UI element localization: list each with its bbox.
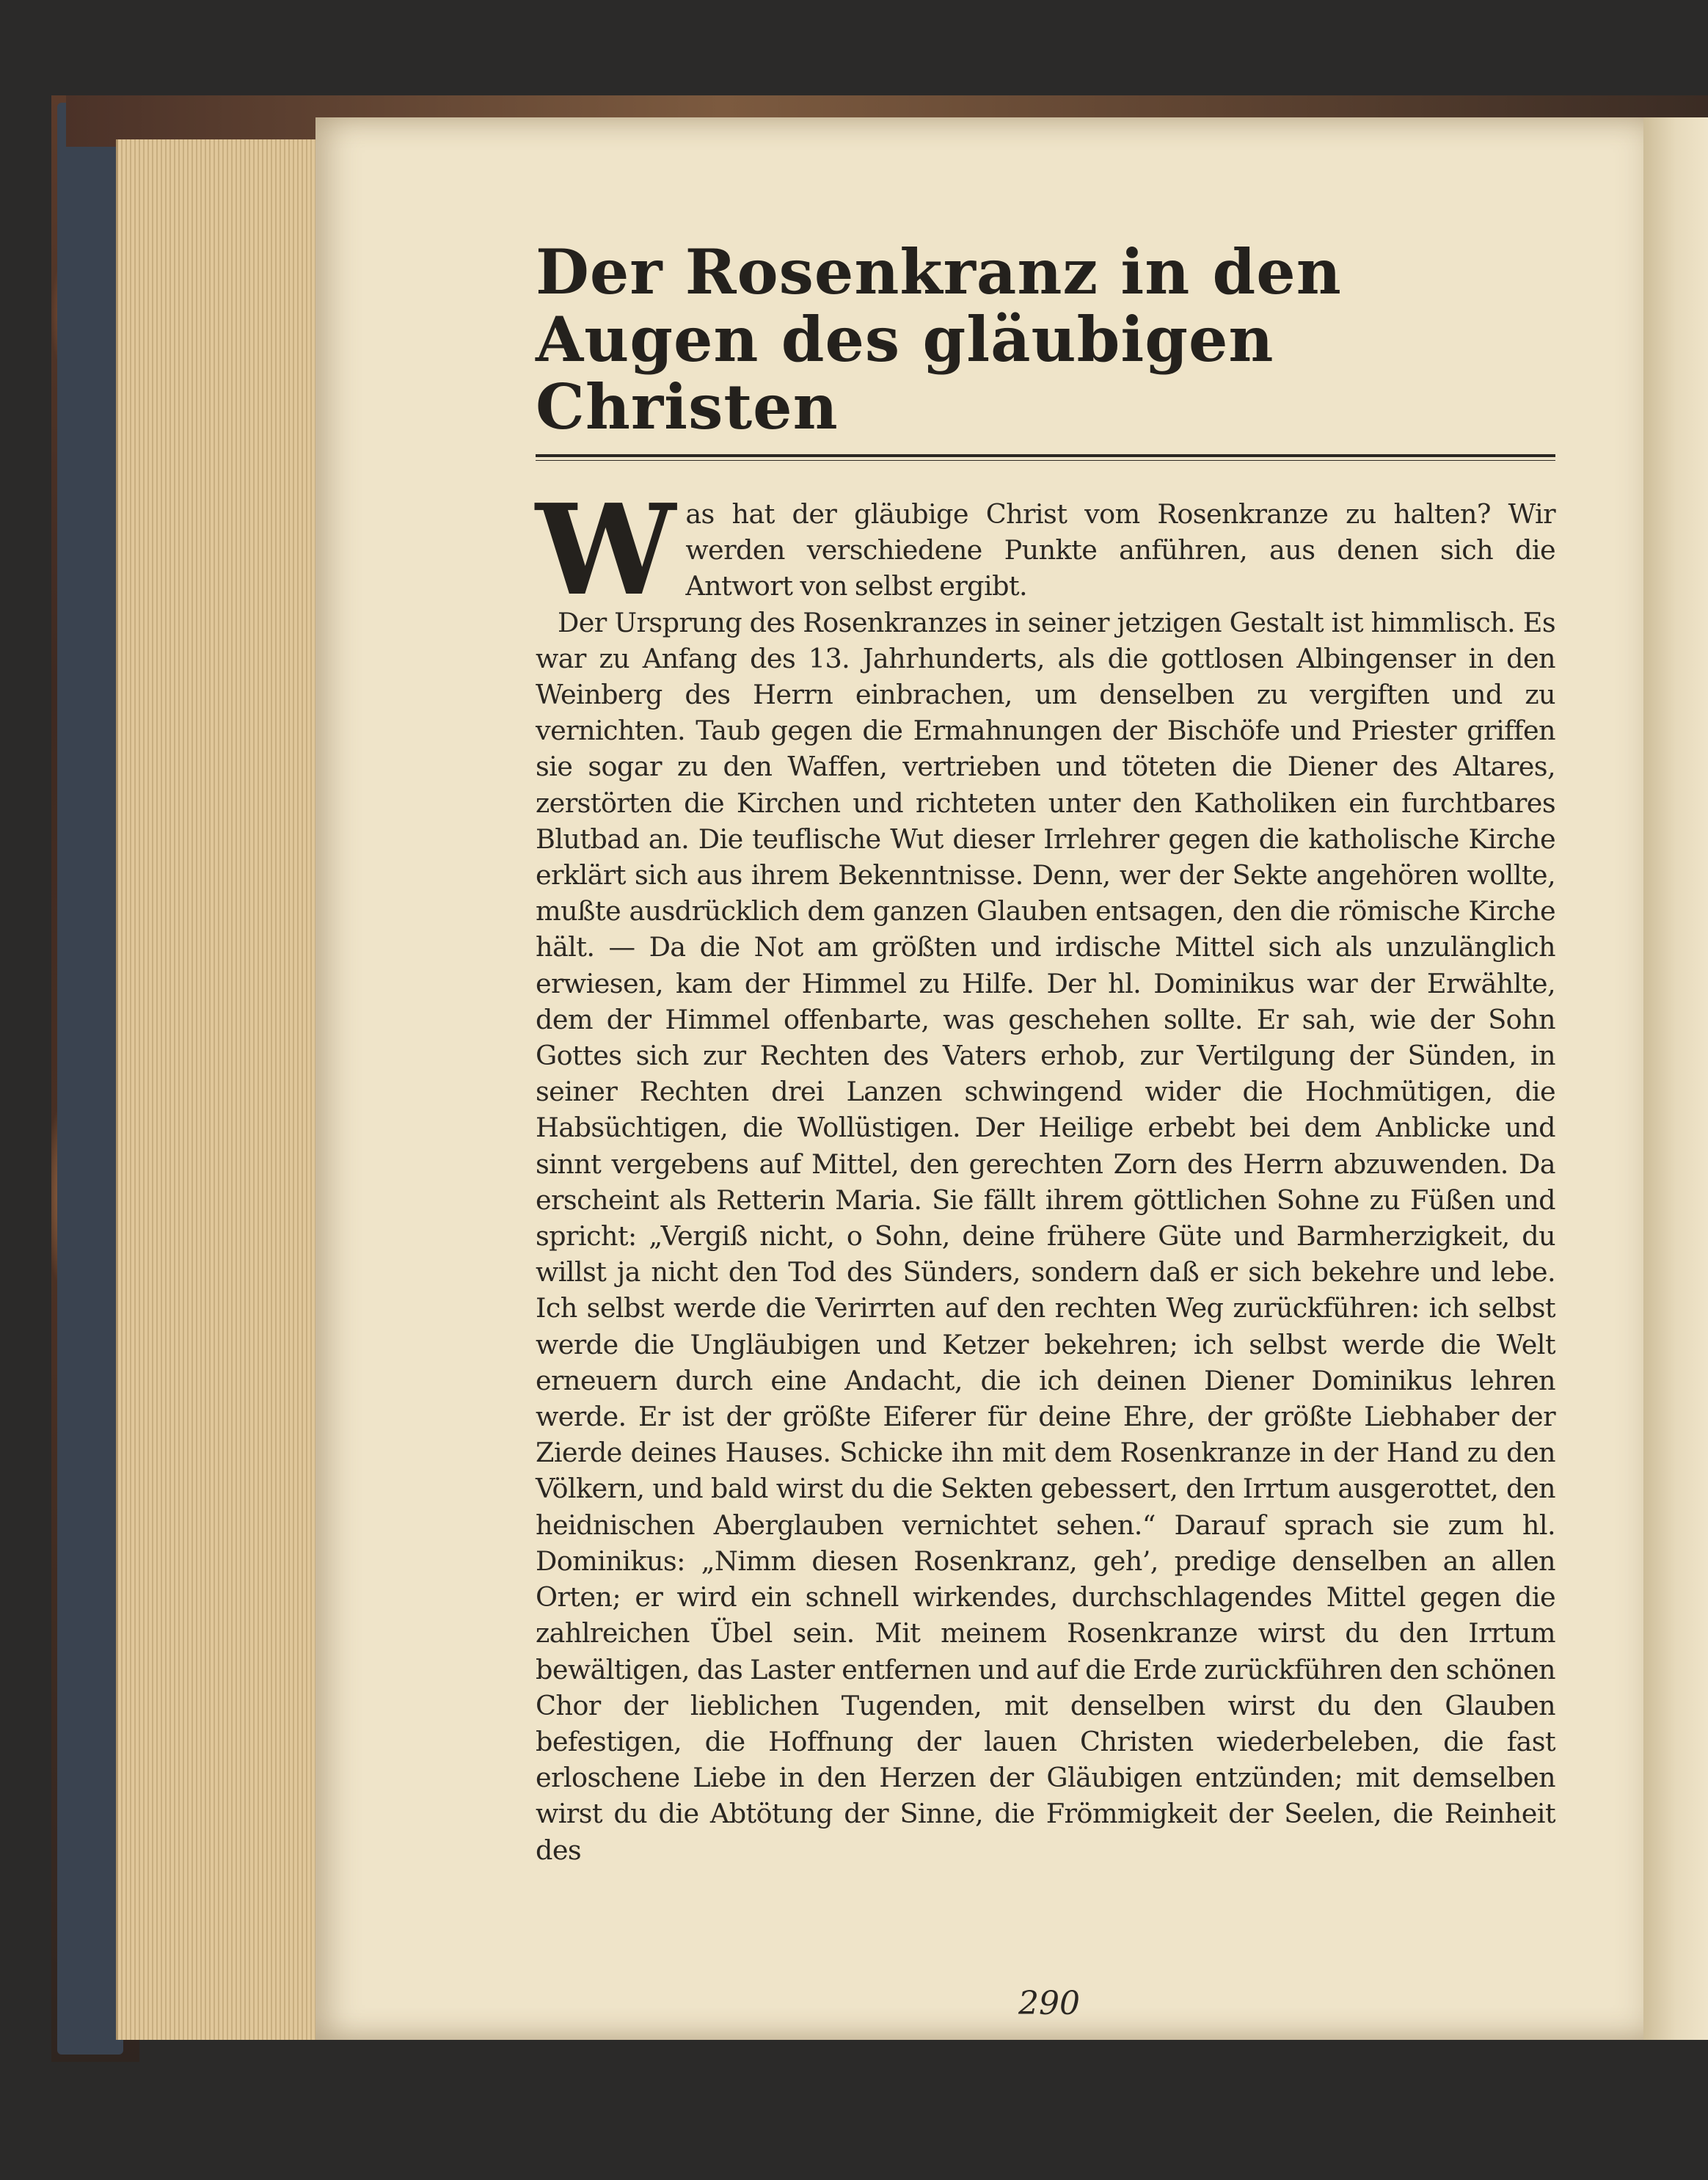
- chapter-heading: Der Rosenkranz in den Augen des gläubigen Christen: [536, 236, 1342, 443]
- first-paragraph: [536, 477, 1555, 624]
- article-body: [536, 477, 1555, 1868]
- second-paragraph: Der Ursprung des Rosenkranzes in seiner jetzigen Gestalt ist himmlisch. Es war zu Anfang des 13. Jahrhunderts, als die gottlosen Albingenser in den Weinberg des Herrn einbrachen, um denselben zu vergiften und zu vernichten. Taub gegen die Ermahnungen der Bischöfe und Priester griffen sie sogar zu den Waffen, vertrieben und töteten die Diener des Altares, zerstörten die Kirchen und richteten unter den Katholiken ein furchtbares Blutbad an. Die teuflische Wut dieser Irrlehrer gegen die katholische Kirche erklärt sich aus ihrem Bekenntnisse. Denn, wer der Sekte angehören wollte, mußte ausdrücklich dem ganzen Glauben entsagen, den die römische Kirche hält. — Da die Not am größten und irdische Mittel sich als unzulänglich erwiesen, kam der Himmel zu Hilfe. Der hl. Dominikus war der Erwählte, dem der Himmel offenbarte, was geschehen sollte. Er sah, wie der Sohn Gottes sich zur Rechten des Vaters erhob, zur Vertilgung der Sünden, in seiner Rechten drei Lanzen schwingend wider die Hochmütigen, die Habsüchtigen, die Wollüstigen. Der Heilige erbebt bei dem Anblicke und sinnt vergebens auf Mittel, den gerechten Zorn des Herrn abzuwenden. Da erscheint als Retterin Maria. Sie fällt ihrem göttlichen Sohne zu Füßen und spricht: „Vergiß nicht, o Sohn, deine frühere Güte und Barmherzigkeit, du willst ja nicht den Tod des Sünders, sondern daß er sich bekehre und lebe. Ich selbst werde die Verirrten auf den rechten Weg zurückführen: ich selbst werde die Ungläubigen und Ketzer bekehren; ich selbst werde die Welt erneuern durch eine Andacht, die ich deinen Diener Dominikus lehren werde. Er ist der größte Eiferer für deine Ehre, der größte Liebhaber der Zierde deines Hauses. Schicke ihn mit dem Rosenkranze in der Hand zu den Völkern, und bald wirst du die Sekten gebessert, den Irrtum ausgerottet, den heidnischen Aberglauben vernichtet sehen.“ Darauf sprach sie zum hl. Dominikus: „Nimm diesen Rosenkranz, geh’, predige denselben an allen Orten; er wird ein schnell wirkendes, durchschlagendes Mittel gegen die zahlreichen Übel sein. Mit meinem Rosenkranze wirst du den Irrtum bewältigen, das Laster entfernen und auf die Erde zurückführen den schönen Chor der lieblichen Tugenden, mit denselben wirst du den Glauben befestigen, die Hoffnung der lauen Christen wiederbeleben, die fast erloschene Liebe in den Herzen der Gläubigen entzünden; mit demselben wirst du die Abtötung der Sinne, die Frömmigkeit der Seelen, die Reinheit des: [536, 606, 1555, 1866]
- book-spine-edge: [57, 103, 123, 2055]
- page-content: [536, 238, 1555, 1868]
- page-edges: [116, 139, 338, 2040]
- page-gutter: [1643, 117, 1708, 2040]
- heading-rule: [536, 454, 1555, 461]
- first-paragraph-text: as hat der gläubige Christ vom Rosenkranze zu halten? Wir werden verschiedene Punkte anführen, aus denen sich die Antwort von selbst ergibt.: [685, 498, 1555, 602]
- page-number: 290: [1018, 1985, 1080, 2022]
- drop-cap: W: [536, 477, 676, 624]
